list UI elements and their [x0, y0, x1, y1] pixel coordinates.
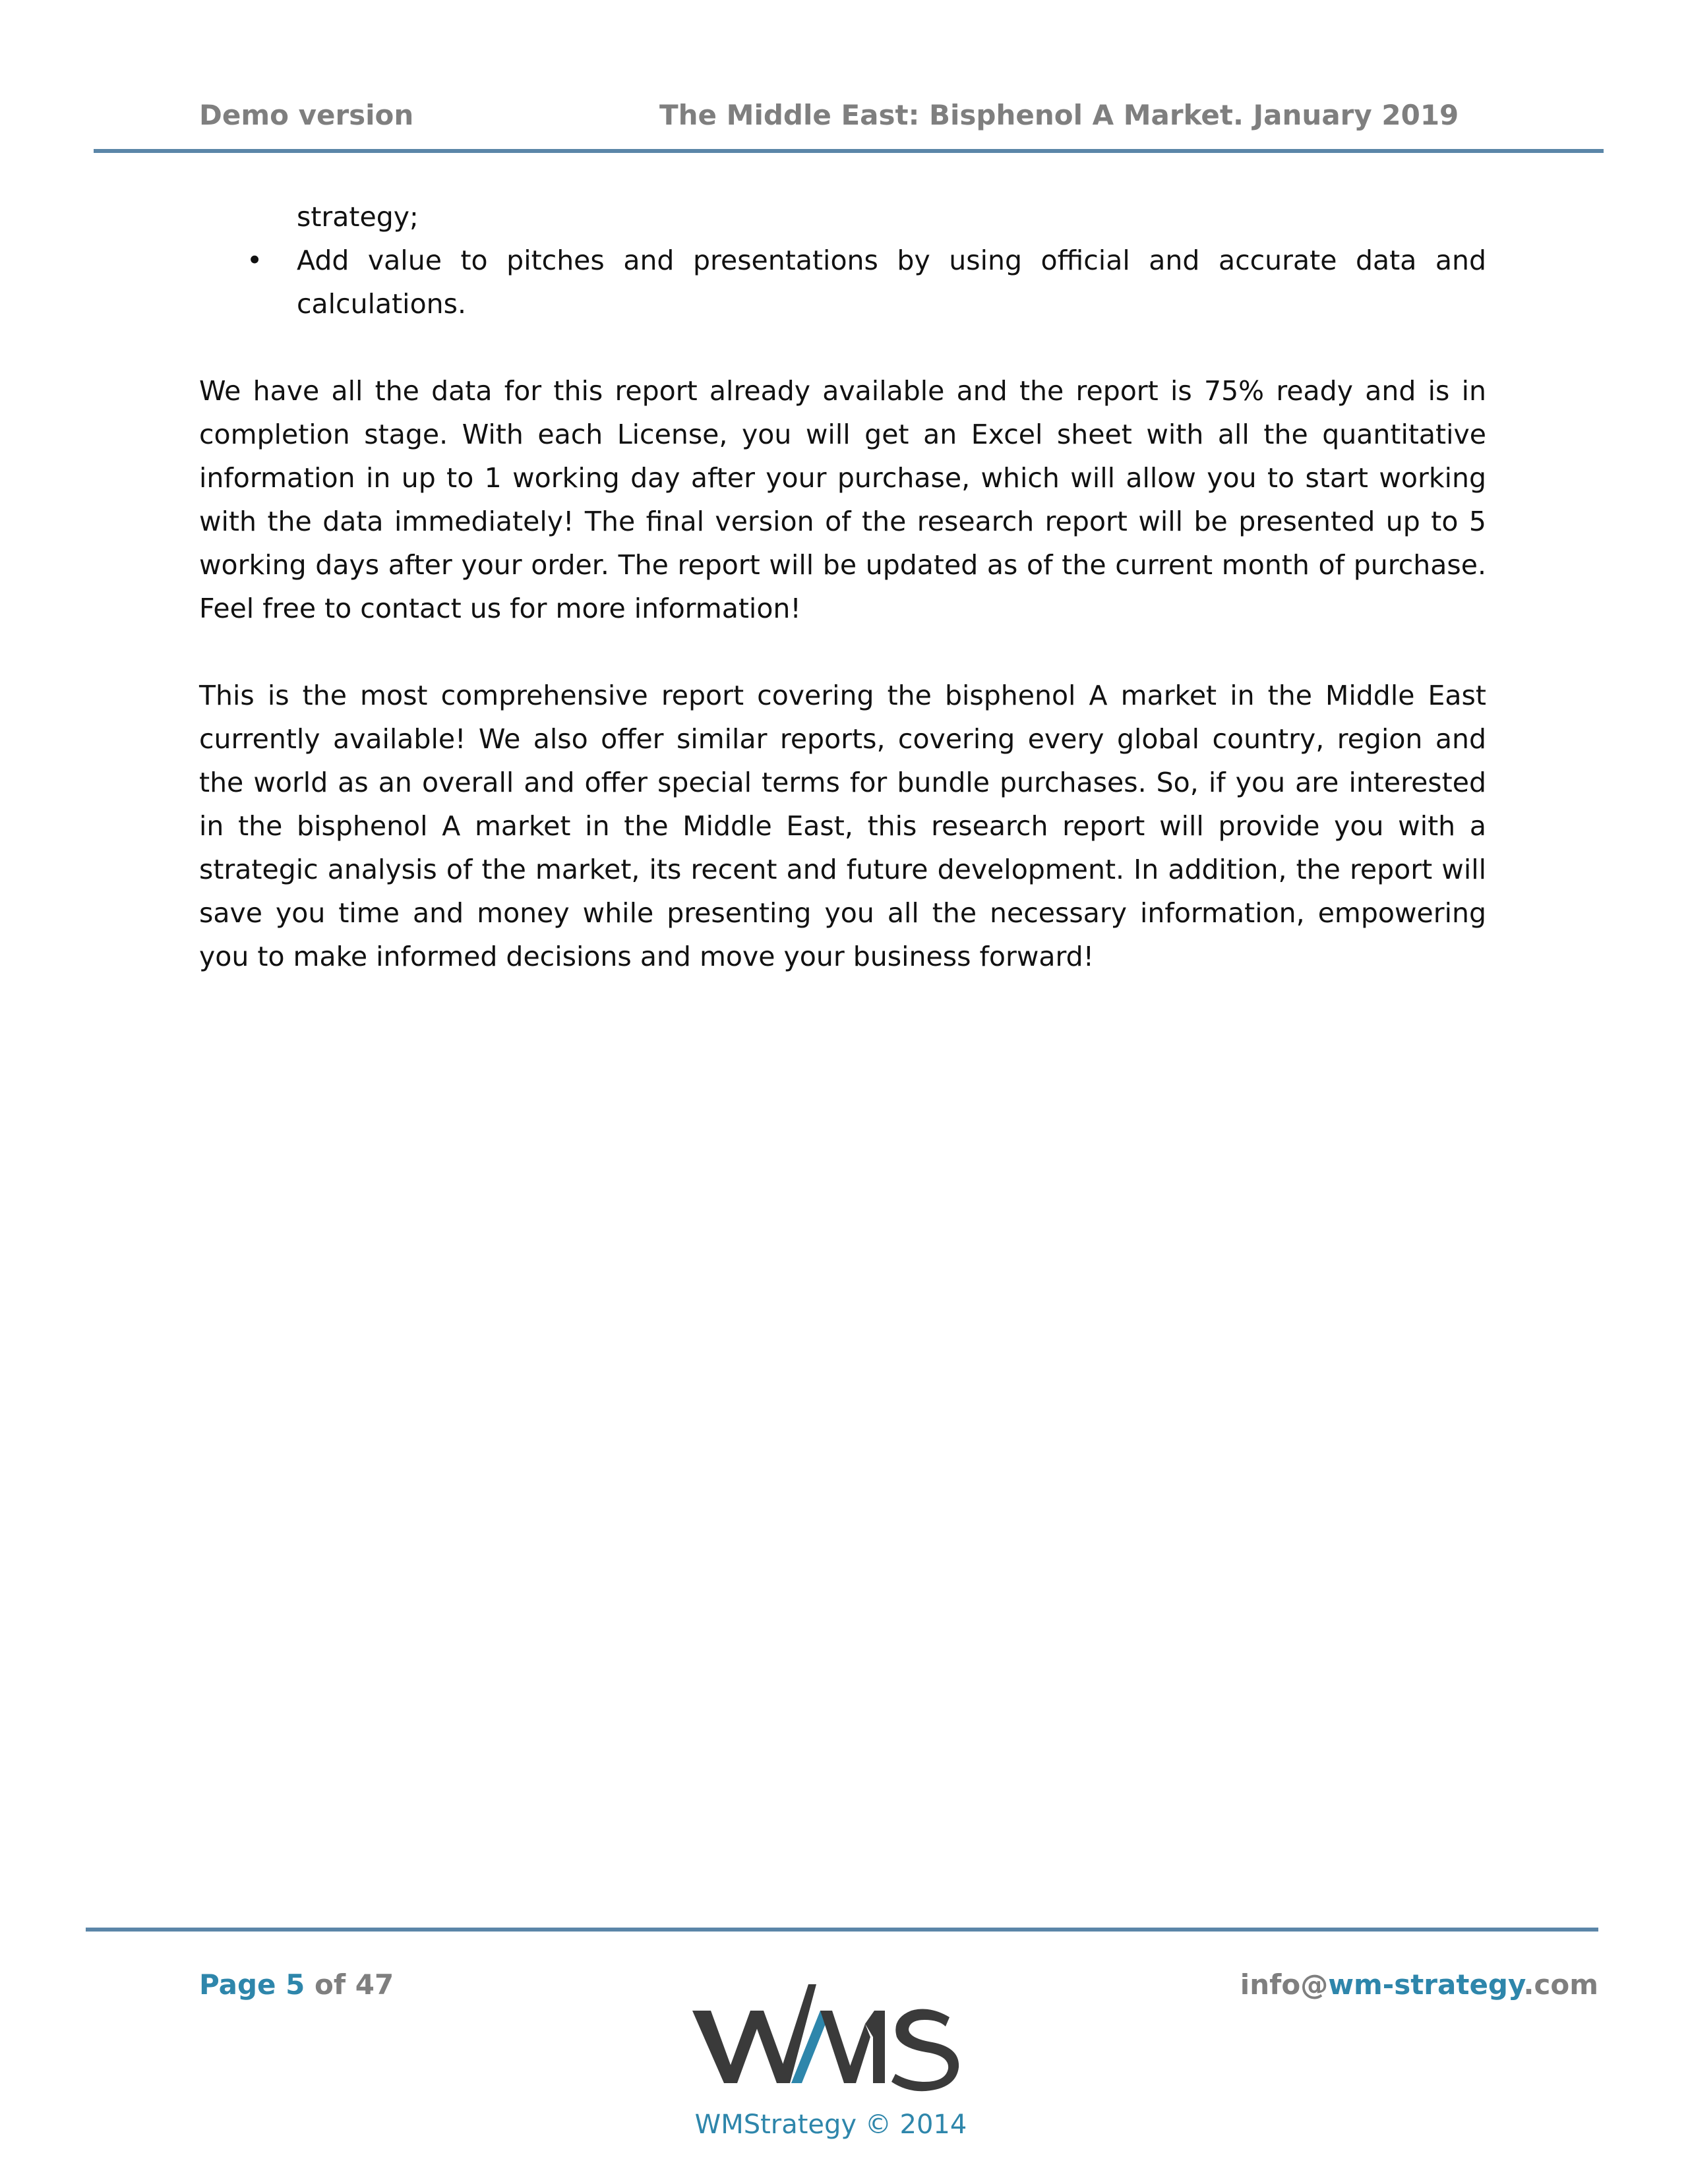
bullet-text: Add value to pitches and presentations by using official and accurate data and calculations. — [297, 245, 1486, 320]
email-tld: .com — [1523, 1968, 1598, 2001]
wms-logo — [679, 1971, 982, 2156]
page-number — [199, 1968, 394, 2001]
email-user: info@ — [1240, 1968, 1329, 2001]
paragraph-summary: This is the most comprehensive report covering the bisphenol A market in the Middle East currently available! We also offer similar reports, covering every global country, region and the world as an overall and offer special terms for bundle purchases. So, if you are interested in the bisphenol A market in the Middle East, this research report will provide you with a strategic analysis of the market, its recent and future development. In addition, the report will save you time and money while presenting you all the necessary information, empowering you to make informed decisions and move your business forward! — [199, 680, 1486, 972]
page-total: 47 — [355, 1968, 394, 2001]
page-header — [0, 0, 1688, 158]
wms-logo-icon — [679, 1971, 982, 2103]
paragraph-availability: We have all the data for this report already available and the report is 75% ready and is in completion stage. With each License, you will get an Excel sheet with all the quantitative information in up to 1 working day after your purchase, which will allow you to start working with the data immediately! The final version of the research report will be presented up to 5 working days after your order. The report will be updated as of the current month of purchase. Feel free to contact us for more information! — [199, 375, 1486, 624]
footer-divider — [86, 1928, 1598, 1932]
logo-caption: WMStrategy © 2014 — [694, 2110, 967, 2140]
bullet-list — [199, 239, 1486, 326]
continued-list-text: strategy; — [297, 201, 419, 233]
bullet-icon: • — [247, 245, 263, 276]
page-current: 5 — [286, 1968, 305, 2001]
page-prefix: Page — [199, 1968, 286, 2001]
contact-email[interactable] — [1240, 1968, 1598, 2001]
header-demo-label: Demo version — [199, 99, 414, 131]
header-divider — [94, 149, 1604, 153]
header-report-title: The Middle East: Bisphenol A Market. January 2019 — [659, 99, 1459, 131]
page-middle: of — [305, 1968, 355, 2001]
bullet-item — [199, 239, 1486, 326]
email-domain: wm-strategy — [1328, 1968, 1524, 2001]
page-content — [199, 195, 1486, 978]
